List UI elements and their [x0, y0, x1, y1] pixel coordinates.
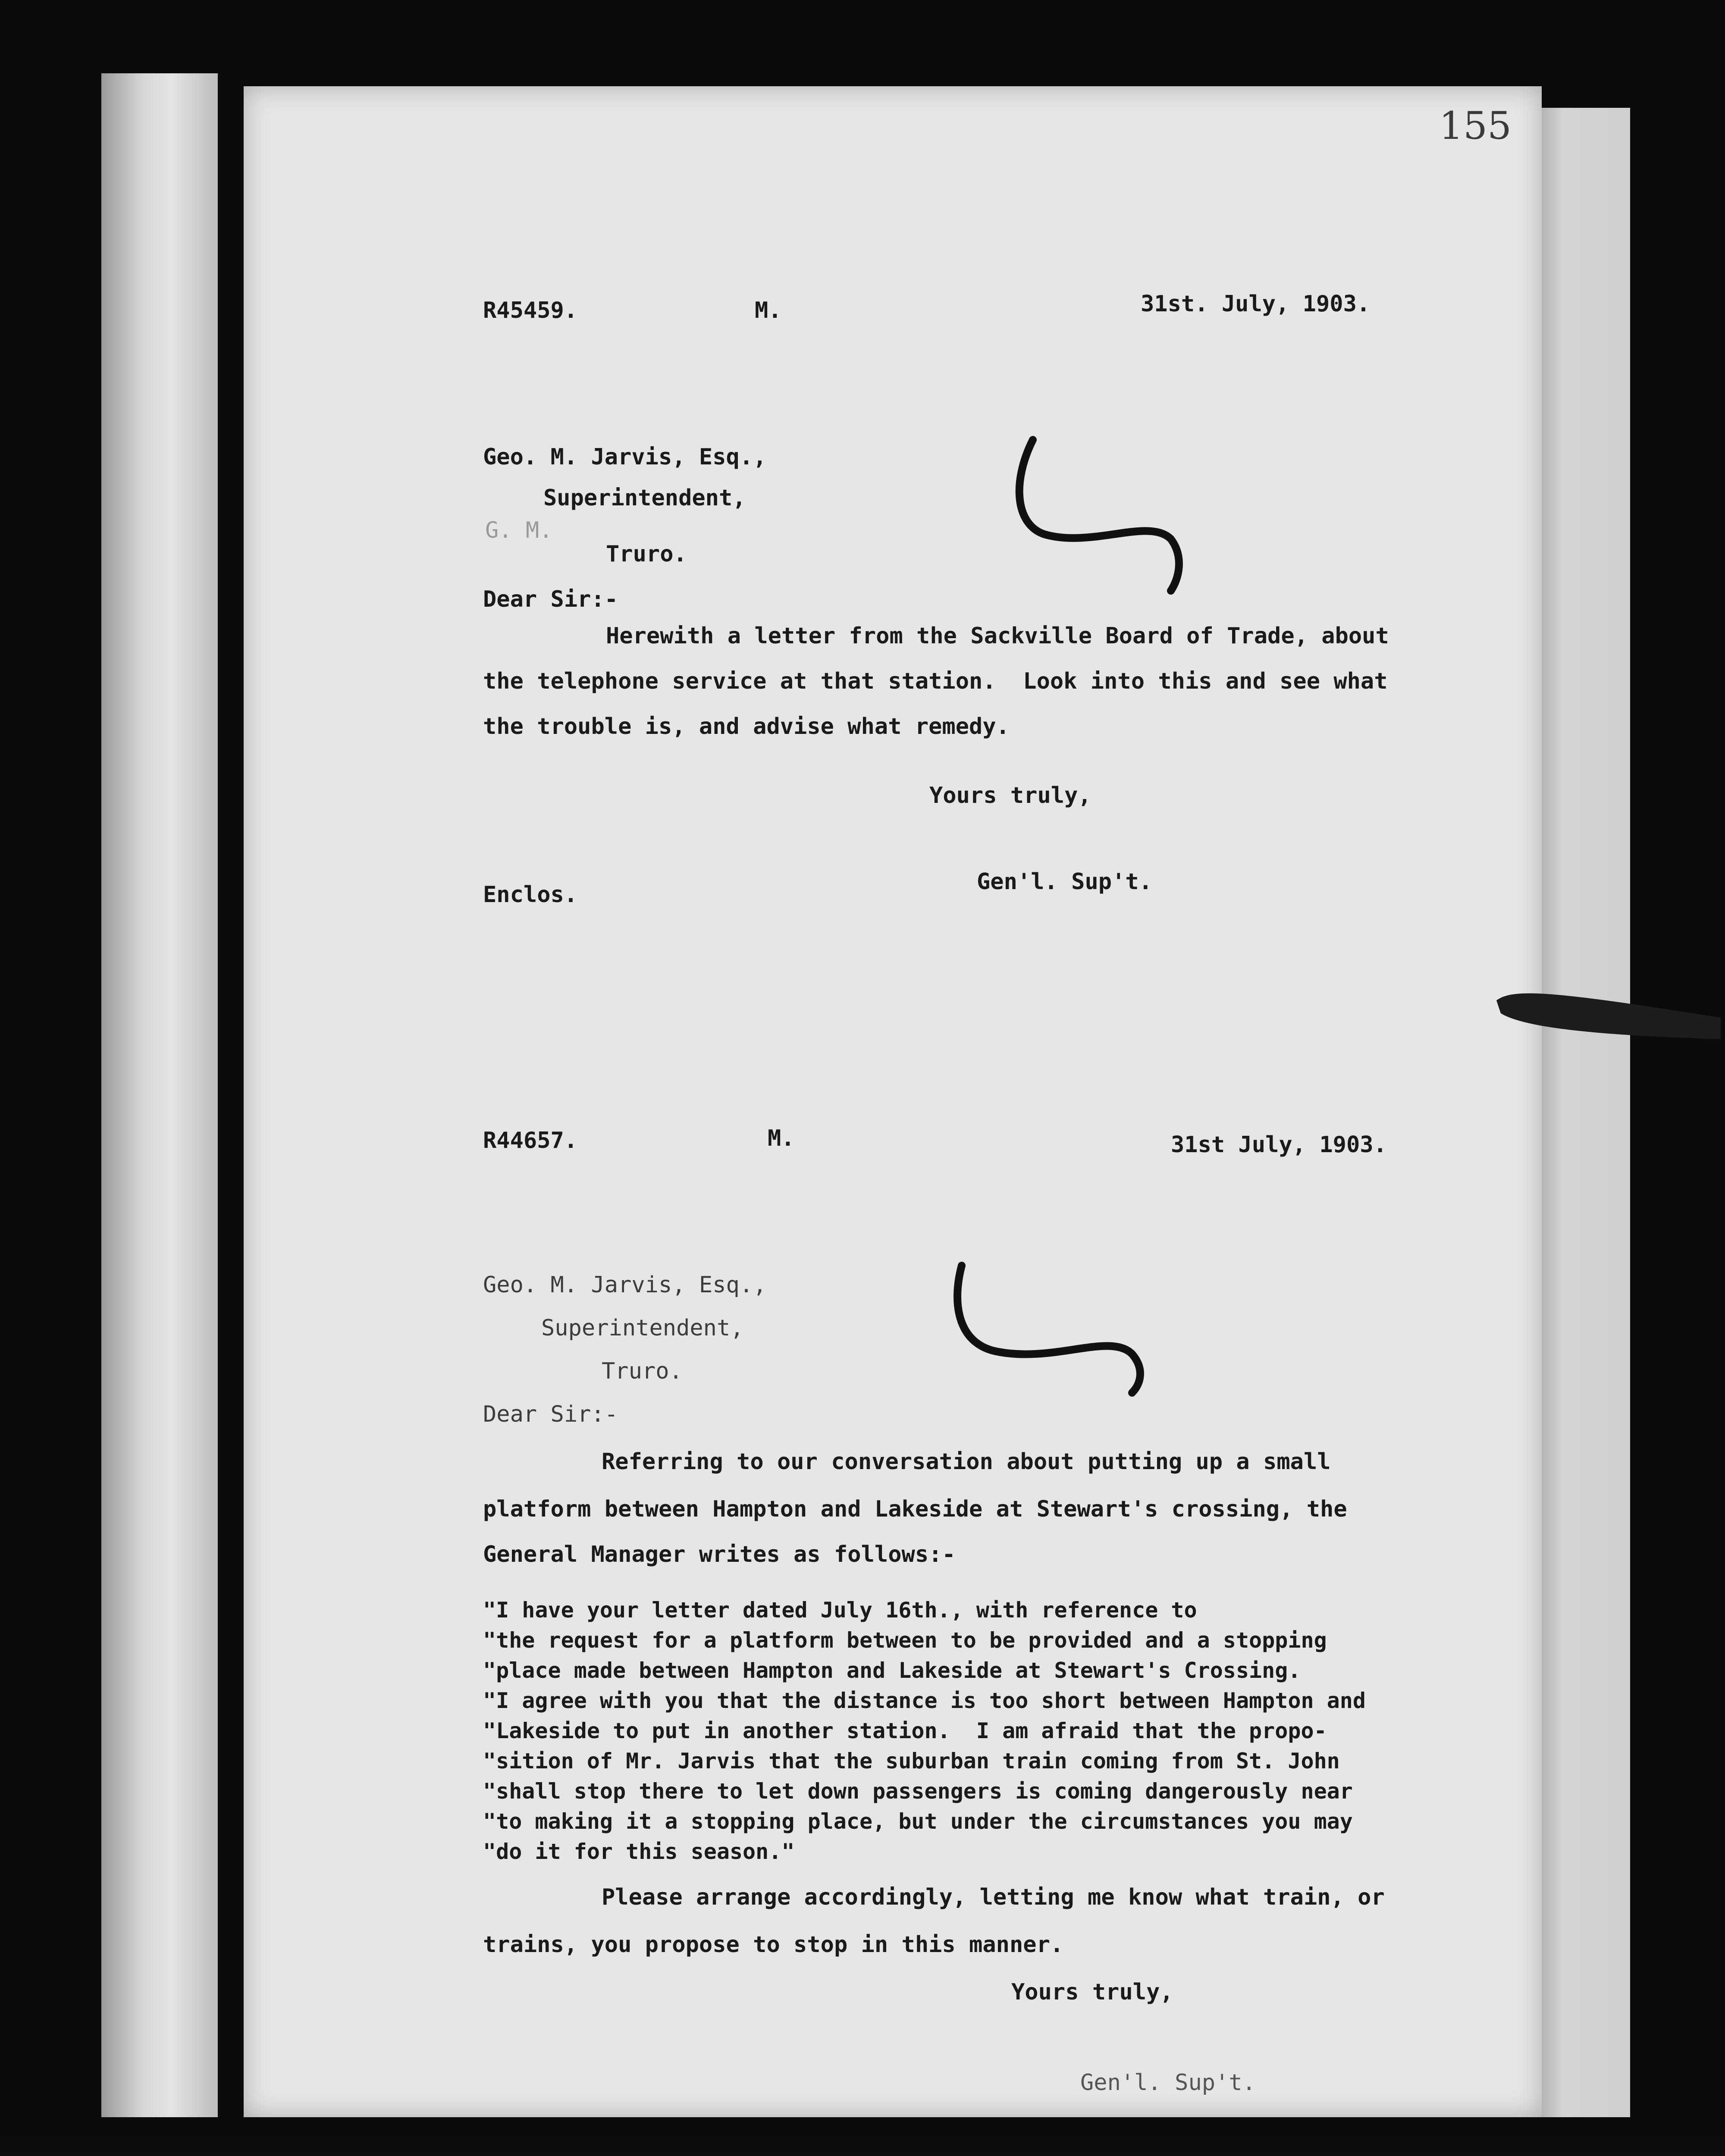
- letter2-body-line: platform between Hampton and Lakeside at Stewart's crossing, the: [483, 1496, 1347, 1522]
- letter2-title: Superintendent,: [541, 1315, 744, 1341]
- quote-line: "I have your letter dated July 16th., with reference to: [483, 1598, 1197, 1623]
- letter2-place: Truro.: [602, 1358, 683, 1384]
- letter1-signature: Gen'l. Sup't.: [977, 869, 1152, 895]
- letter1-salutation: Dear Sir:-: [483, 586, 618, 612]
- quote-line: "sition of Mr. Jarvis that the suburban train coming from St. John: [483, 1749, 1340, 1774]
- pen-tip: [1496, 987, 1721, 1039]
- letter2-date: 31st July, 1903.: [1171, 1132, 1387, 1158]
- letter-page: [244, 86, 1542, 2117]
- handwritten-initial-mark: [942, 1259, 1167, 1401]
- letter2-body2-line: Please arrange accordingly, letting me know what train, or: [602, 1884, 1385, 1910]
- letter1-title: Superintendent,: [543, 485, 746, 511]
- quote-line: "the request for a platform between to be provided and a stopping: [483, 1628, 1327, 1653]
- letter2-salutation: Dear Sir:-: [483, 1401, 618, 1427]
- letter1-addressee: Geo. M. Jarvis, Esq.,: [483, 444, 767, 470]
- letter2-closing: Yours truly,: [1011, 1979, 1173, 2005]
- background-fade: [0, 2134, 1725, 2156]
- letter1-closing: Yours truly,: [929, 783, 1091, 808]
- quote-line: "to making it a stopping place, but under the circumstances you may: [483, 1809, 1353, 1834]
- letter2-initial: M.: [768, 1125, 795, 1151]
- letter1-body-line: the trouble is, and advise what remedy.: [483, 714, 1010, 740]
- letter2-file-number: R44657.: [483, 1128, 578, 1153]
- quote-line: "shall stop there to let down passengers is coming dangerously near: [483, 1779, 1353, 1804]
- quote-line: "do it for this season.": [483, 1839, 795, 1864]
- binding-strip: [101, 73, 218, 2117]
- letter1-body-line: Herewith a letter from the Sackville Board of Trade, about: [606, 623, 1389, 649]
- letter1-faint-rank: G. M.: [485, 517, 553, 543]
- letter2-body-line: General Manager writes as follows:-: [483, 1542, 956, 1567]
- page-number: 155: [1439, 103, 1512, 148]
- handwritten-initial-mark: [1007, 431, 1205, 595]
- quote-line: "I agree with you that the distance is too short between Hampton and: [483, 1688, 1366, 1713]
- letter1-place: Truro.: [606, 541, 687, 567]
- letter1-initial: M.: [755, 298, 782, 323]
- quote-line: "place made between Hampton and Lakeside at Stewart's Crossing.: [483, 1658, 1301, 1683]
- letter2-body2-line: trains, you propose to stop in this manner.: [483, 1932, 1064, 1958]
- letter2-body-line: Referring to our conversation about putting up a small: [602, 1449, 1331, 1475]
- letter1-file-number: R45459.: [483, 298, 578, 323]
- letter1-date: 31st. July, 1903.: [1141, 291, 1371, 317]
- letter1-body-line: the telephone service at that station. Look into this and see what: [483, 668, 1388, 694]
- quote-line: "Lakeside to put in another station. I am afraid that the propo-: [483, 1718, 1327, 1743]
- letter2-addressee: Geo. M. Jarvis, Esq.,: [483, 1272, 767, 1298]
- letter2-signature: Gen'l. Sup't.: [1080, 2070, 1256, 2096]
- letter1-enclosure: Enclos.: [483, 882, 578, 908]
